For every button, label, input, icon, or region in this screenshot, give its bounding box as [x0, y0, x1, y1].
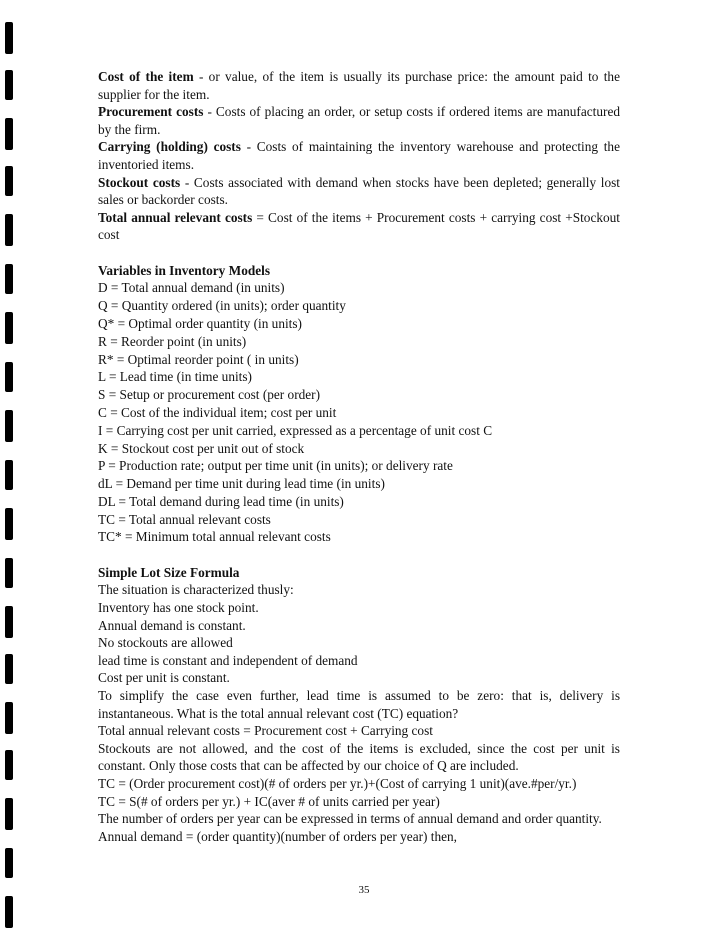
binding-hole — [5, 166, 13, 196]
variable-item: P = Production rate; output per time unit (in units); or delivery rate — [98, 458, 453, 474]
definition-text: - Costs of maintaining the inventory warehouse and protecting the inventoried items. — [98, 139, 620, 172]
term-label: Cost of the item — [98, 69, 194, 84]
binding-hole — [5, 312, 13, 344]
definition-text: - Costs of placing an order, or setup costs if ordered items are manufactured by the firm. — [98, 104, 620, 137]
paragraph-line: Stockouts are not allowed, and the cost of the items is excluded, since the cost per unit is constant. Only those costs that can be affected by our choice of Q are included. — [98, 740, 620, 774]
binding-hole — [5, 606, 13, 638]
variable-item: TC* = Minimum total annual relevant costs — [98, 529, 331, 545]
paragraph-line: Annual demand is constant. — [98, 617, 246, 633]
binding-hole — [5, 410, 13, 442]
paragraph-line: Total annual relevant costs = Procurement cost + Carrying cost — [98, 723, 433, 739]
binding-hole — [5, 750, 13, 780]
binding-hole — [5, 362, 13, 392]
binding-hole — [5, 264, 13, 294]
variables-heading: Variables in Inventory Models — [98, 262, 271, 278]
variable-item: Q = Quantity ordered (in units); order quantity — [98, 298, 346, 314]
formula-line: TC = (Order procurement cost)(# of orders per yr.)+(Cost of carrying 1 unit)(ave.#per/yr.) — [98, 776, 577, 791]
variable-item: K = Stockout cost per unit out of stock — [98, 440, 305, 456]
variable-item: DL = Total demand during lead time (in units) — [98, 493, 344, 509]
definition-procurement-costs — [98, 103, 620, 138]
binding-hole — [5, 848, 13, 878]
binding-hole — [5, 654, 13, 684]
term-label: Stockout costs — [98, 174, 181, 190]
variable-item: S = Setup or procurement cost (per order) — [98, 387, 321, 403]
variable-item: D = Total annual demand (in units) — [98, 280, 285, 296]
definition-text: = Cost of the items + Procurement costs + carrying cost +Stockout cost — [98, 209, 621, 243]
variables-section — [98, 262, 620, 547]
formula-line: TC = S(# of orders per yr.) + IC(aver # of units carried per year) — [98, 793, 440, 809]
variable-item: TC = Total annual relevant costs — [98, 511, 271, 527]
binding-hole — [5, 508, 13, 540]
definition-total-annual-relevant-costs — [98, 209, 620, 244]
definition-carrying-costs — [98, 138, 620, 173]
variable-item: C = Cost of the individual item; cost per unit — [98, 404, 337, 420]
paragraph-line: The situation is characterized thusly: — [98, 582, 294, 598]
paragraph-line: The number of orders per year can be expressed in terms of annual demand and order quantity. — [98, 811, 602, 827]
binding-hole — [5, 70, 13, 100]
term-label: Procurement costs — [98, 104, 204, 120]
variable-item: R = Reorder point (in units) — [98, 333, 247, 349]
paragraph-line: To simplify the case even further, lead time is assumed to be zero: that is, delivery is instantaneous. What is the total annual relevant cost (TC) equation? — [98, 688, 620, 721]
binding-hole — [5, 702, 13, 734]
definition-text: - or value, of the item is usually its purchase price: the amount paid to the supplier for the item. — [98, 69, 620, 102]
term-label: Carrying (holding) costs — [98, 139, 241, 155]
term-label: Total annual relevant costs — [98, 209, 253, 225]
definition-stockout-costs — [98, 174, 620, 209]
variable-item: dL = Demand per time unit during lead time (in units) — [98, 476, 385, 492]
paragraph-line: No stockouts are allowed — [98, 635, 233, 651]
paragraph-line: Annual demand = (order quantity)(number of orders per year) then, — [98, 828, 457, 844]
binding-hole — [5, 22, 13, 54]
page-number: 35 — [358, 884, 370, 896]
paragraph-line: Cost per unit is constant. — [98, 670, 230, 686]
cost-definitions — [98, 68, 620, 244]
paragraph-line: lead time is constant and independent of demand — [98, 652, 358, 668]
lot-size-section — [98, 564, 620, 846]
lot-size-heading: Simple Lot Size Formula — [98, 564, 240, 580]
paragraph-line: Inventory has one stock point. — [98, 600, 259, 616]
variable-item: L = Lead time (in time units) — [98, 369, 252, 385]
variable-item: I = Carrying cost per unit carried, expressed as a percentage of unit cost C — [98, 422, 493, 438]
binding-hole — [5, 460, 13, 490]
variable-item: Q* = Optimal order quantity (in units) — [98, 315, 302, 331]
page-content — [98, 68, 620, 845]
binding-hole — [5, 558, 13, 588]
definition-cost-of-item — [98, 68, 620, 103]
variable-item: R* = Optimal reorder point ( in units) — [98, 351, 299, 367]
binding-hole — [5, 118, 13, 150]
binding-hole — [5, 896, 13, 928]
binding-hole — [5, 214, 13, 246]
binding-holes — [5, 0, 17, 948]
definition-text: - Costs associated with demand when stocks have been depleted; generally lost sales or backorder costs. — [98, 174, 620, 208]
binding-hole — [5, 798, 13, 830]
